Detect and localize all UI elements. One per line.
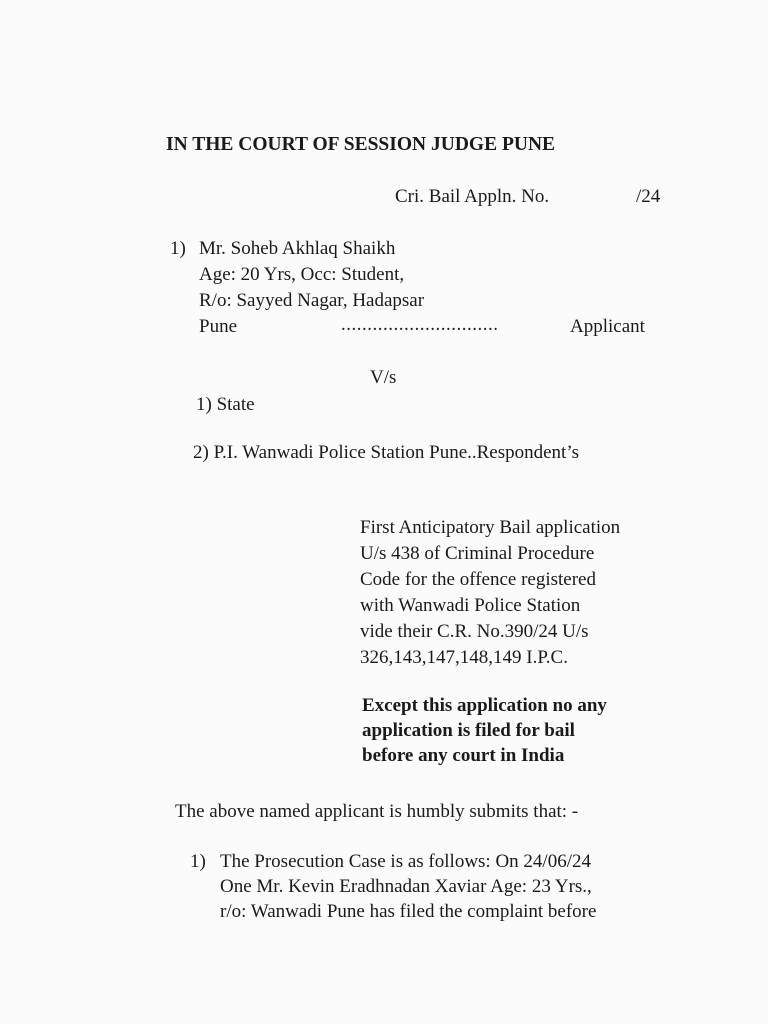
application-subject (360, 515, 620, 671)
subject-line: 326,143,147,148,149 I.P.C. (360, 647, 568, 668)
applicant-number: 1) (170, 238, 186, 259)
no-other-application-note (362, 693, 607, 768)
subject-line: vide their C.R. No.390/24 U/s (360, 621, 589, 642)
paragraph-number: 1) (190, 851, 206, 872)
bail-application-number-label: Cri. Bail Appln. No. (395, 186, 550, 207)
subject-line: with Wanwadi Police Station (360, 595, 581, 616)
prosecution-case-paragraph (220, 849, 596, 924)
submission-intro: The above named applicant is humbly submits that: - (175, 801, 579, 822)
court-title: IN THE COURT OF SESSION JUDGE PUNE (166, 134, 556, 155)
applicant-role: Applicant (570, 316, 645, 337)
note-line: Except this application no any (362, 695, 607, 716)
paragraph-line: r/o: Wanwadi Pune has filed the complaint before (220, 901, 597, 922)
respondent-police-station: 2) P.I. Wanwadi Police Station Pune..Respondent’s (193, 442, 580, 463)
subject-line: U/s 438 of Criminal Procedure (360, 543, 595, 564)
applicant-city: Pune (199, 316, 237, 337)
applicant-age-occupation: Age: 20 Yrs, Occ: Student, (199, 264, 405, 285)
versus-label: V/s (370, 367, 397, 388)
bail-application-year-suffix: /24 (636, 186, 661, 207)
respondent-state: 1) State (196, 394, 255, 415)
applicant-name: Mr. Soheb Akhlaq Shaikh (199, 238, 396, 259)
applicant-leader-dots: .............................. (341, 314, 499, 335)
paragraph-line: One Mr. Kevin Eradhnadan Xaviar Age: 23 Yrs., (220, 876, 592, 897)
applicant-residence: R/o: Sayyed Nagar, Hadapsar (199, 290, 425, 311)
note-line: before any court in India (362, 745, 565, 766)
note-line: application is filed for bail (362, 720, 575, 741)
subject-line: Code for the offence registered (360, 569, 596, 590)
paragraph-line: The Prosecution Case is as follows: On 24/06/24 (220, 851, 591, 872)
subject-line: First Anticipatory Bail application (360, 517, 621, 538)
